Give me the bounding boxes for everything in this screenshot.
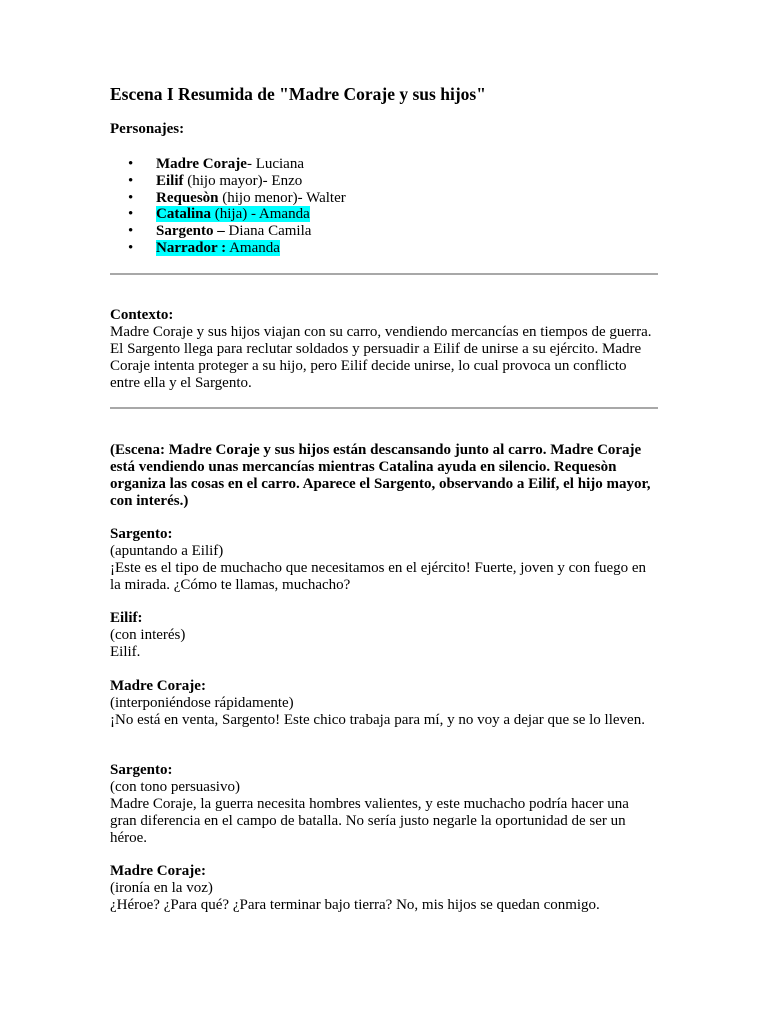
cast-detail: (hija) - Amanda [214, 206, 310, 223]
cast-role: Requesòn [156, 189, 219, 206]
cast-detail: (hijo menor)- Walter [222, 189, 346, 206]
stage-direction-text: (Escena: Madre Coraje y sus hijos están descansando junto al carro. Madre Coraje está vendiendo unas mercancías mientras Catalina ayuda en silencio. Requesòn organiza las cosas en el carro. Aparece el Sargento, observando a Eilif, el hijo mayor, con interés.) [110, 442, 651, 509]
bullet-icon: • [128, 223, 134, 240]
cast-detail: Luciana [255, 156, 304, 172]
stage-note: (apuntando a Eilif) [110, 543, 224, 559]
dialogue-block [110, 678, 658, 729]
cast-role: Sargento – [156, 223, 225, 240]
stage-note: (interponiéndose rápidamente) [110, 695, 294, 711]
cast-item [110, 173, 346, 190]
contexto-section [110, 307, 658, 392]
dialogue-block [110, 762, 658, 847]
cast-detail: (hijo mayor)- Enzo [187, 172, 303, 189]
cast-item-highlighted [110, 206, 346, 223]
speaker-name: Madre Coraje: [110, 863, 206, 879]
dialogue-line: Madre Coraje, la guerra necesita hombres valientes, y este muchacho podría hacer una gran diferencia en el campo de batalla. No sería justo negarle la oportunidad de ser un héroe. [110, 796, 629, 846]
cast-item: • Madre Coraje- Luciana [128, 156, 304, 172]
dialogue-line: ¡Este es el tipo de muchacho que necesitamos en el ejército! Fuerte, joven y con fuego en la mirada. ¿Cómo te llamas, muchacho? [110, 560, 647, 593]
speaker-name: Madre Coraje: [110, 678, 206, 694]
stage-direction [110, 442, 658, 510]
stage-note: (con interés) [110, 627, 186, 643]
bullet-icon: • [128, 206, 134, 223]
horizontal-rule [110, 407, 658, 409]
speaker-name: Sargento: [110, 526, 173, 542]
bullet-icon: • [128, 172, 134, 189]
cast-list [110, 156, 346, 257]
speaker-name: Eilif: [110, 610, 143, 626]
dialogue-block [110, 526, 658, 594]
cast-role: Narrador : [156, 239, 227, 256]
cast-item-highlighted [110, 240, 346, 257]
cast-role: Eilif [156, 172, 184, 189]
dialogue-block [110, 863, 658, 914]
stage-note: (con tono persuasivo) [110, 779, 240, 795]
dialogue-line: Eilif. [110, 644, 141, 660]
speaker-name: Sargento: [110, 762, 173, 778]
contexto-heading: Contexto: [110, 307, 174, 323]
bullet-icon: • [128, 189, 134, 206]
cast-item [110, 190, 346, 207]
stage-note: (ironía en la voz) [110, 880, 213, 896]
cast-role: Madre Coraje [156, 156, 247, 172]
bullet-icon: • [128, 156, 134, 172]
dialogue-line: ¿Héroe? ¿Para qué? ¿Para terminar bajo tierra? No, mis hijos se quedan conmigo. [110, 897, 600, 913]
cast-item [110, 223, 346, 240]
dialogue-block [110, 610, 658, 661]
horizontal-rule [110, 273, 658, 275]
cast-role: Catalina [156, 206, 212, 223]
dialogue-line: ¡No está en venta, Sargento! Este chico trabaja para mí, y no voy a dejar que se lo lleven. [110, 712, 645, 728]
document-title: Escena I Resumida de "Madre Coraje y sus hijos" [110, 84, 486, 104]
cast-detail: Amanda [229, 239, 280, 256]
contexto-text: Madre Coraje y sus hijos viajan con su carro, vendiendo mercancías en tiempos de guerra. El Sargento llega para reclutar soldados y persuadir a Eilif de unirse a su ejército. Madre Coraje intenta proteger a su hijo, pero Eilif decide unirse, lo cual provoca un conflicto entre ella y el Sargento. [110, 324, 652, 391]
cast-detail: Diana Camila [228, 223, 312, 240]
bullet-icon: • [128, 239, 134, 256]
personajes-heading: Personajes: [110, 121, 185, 137]
